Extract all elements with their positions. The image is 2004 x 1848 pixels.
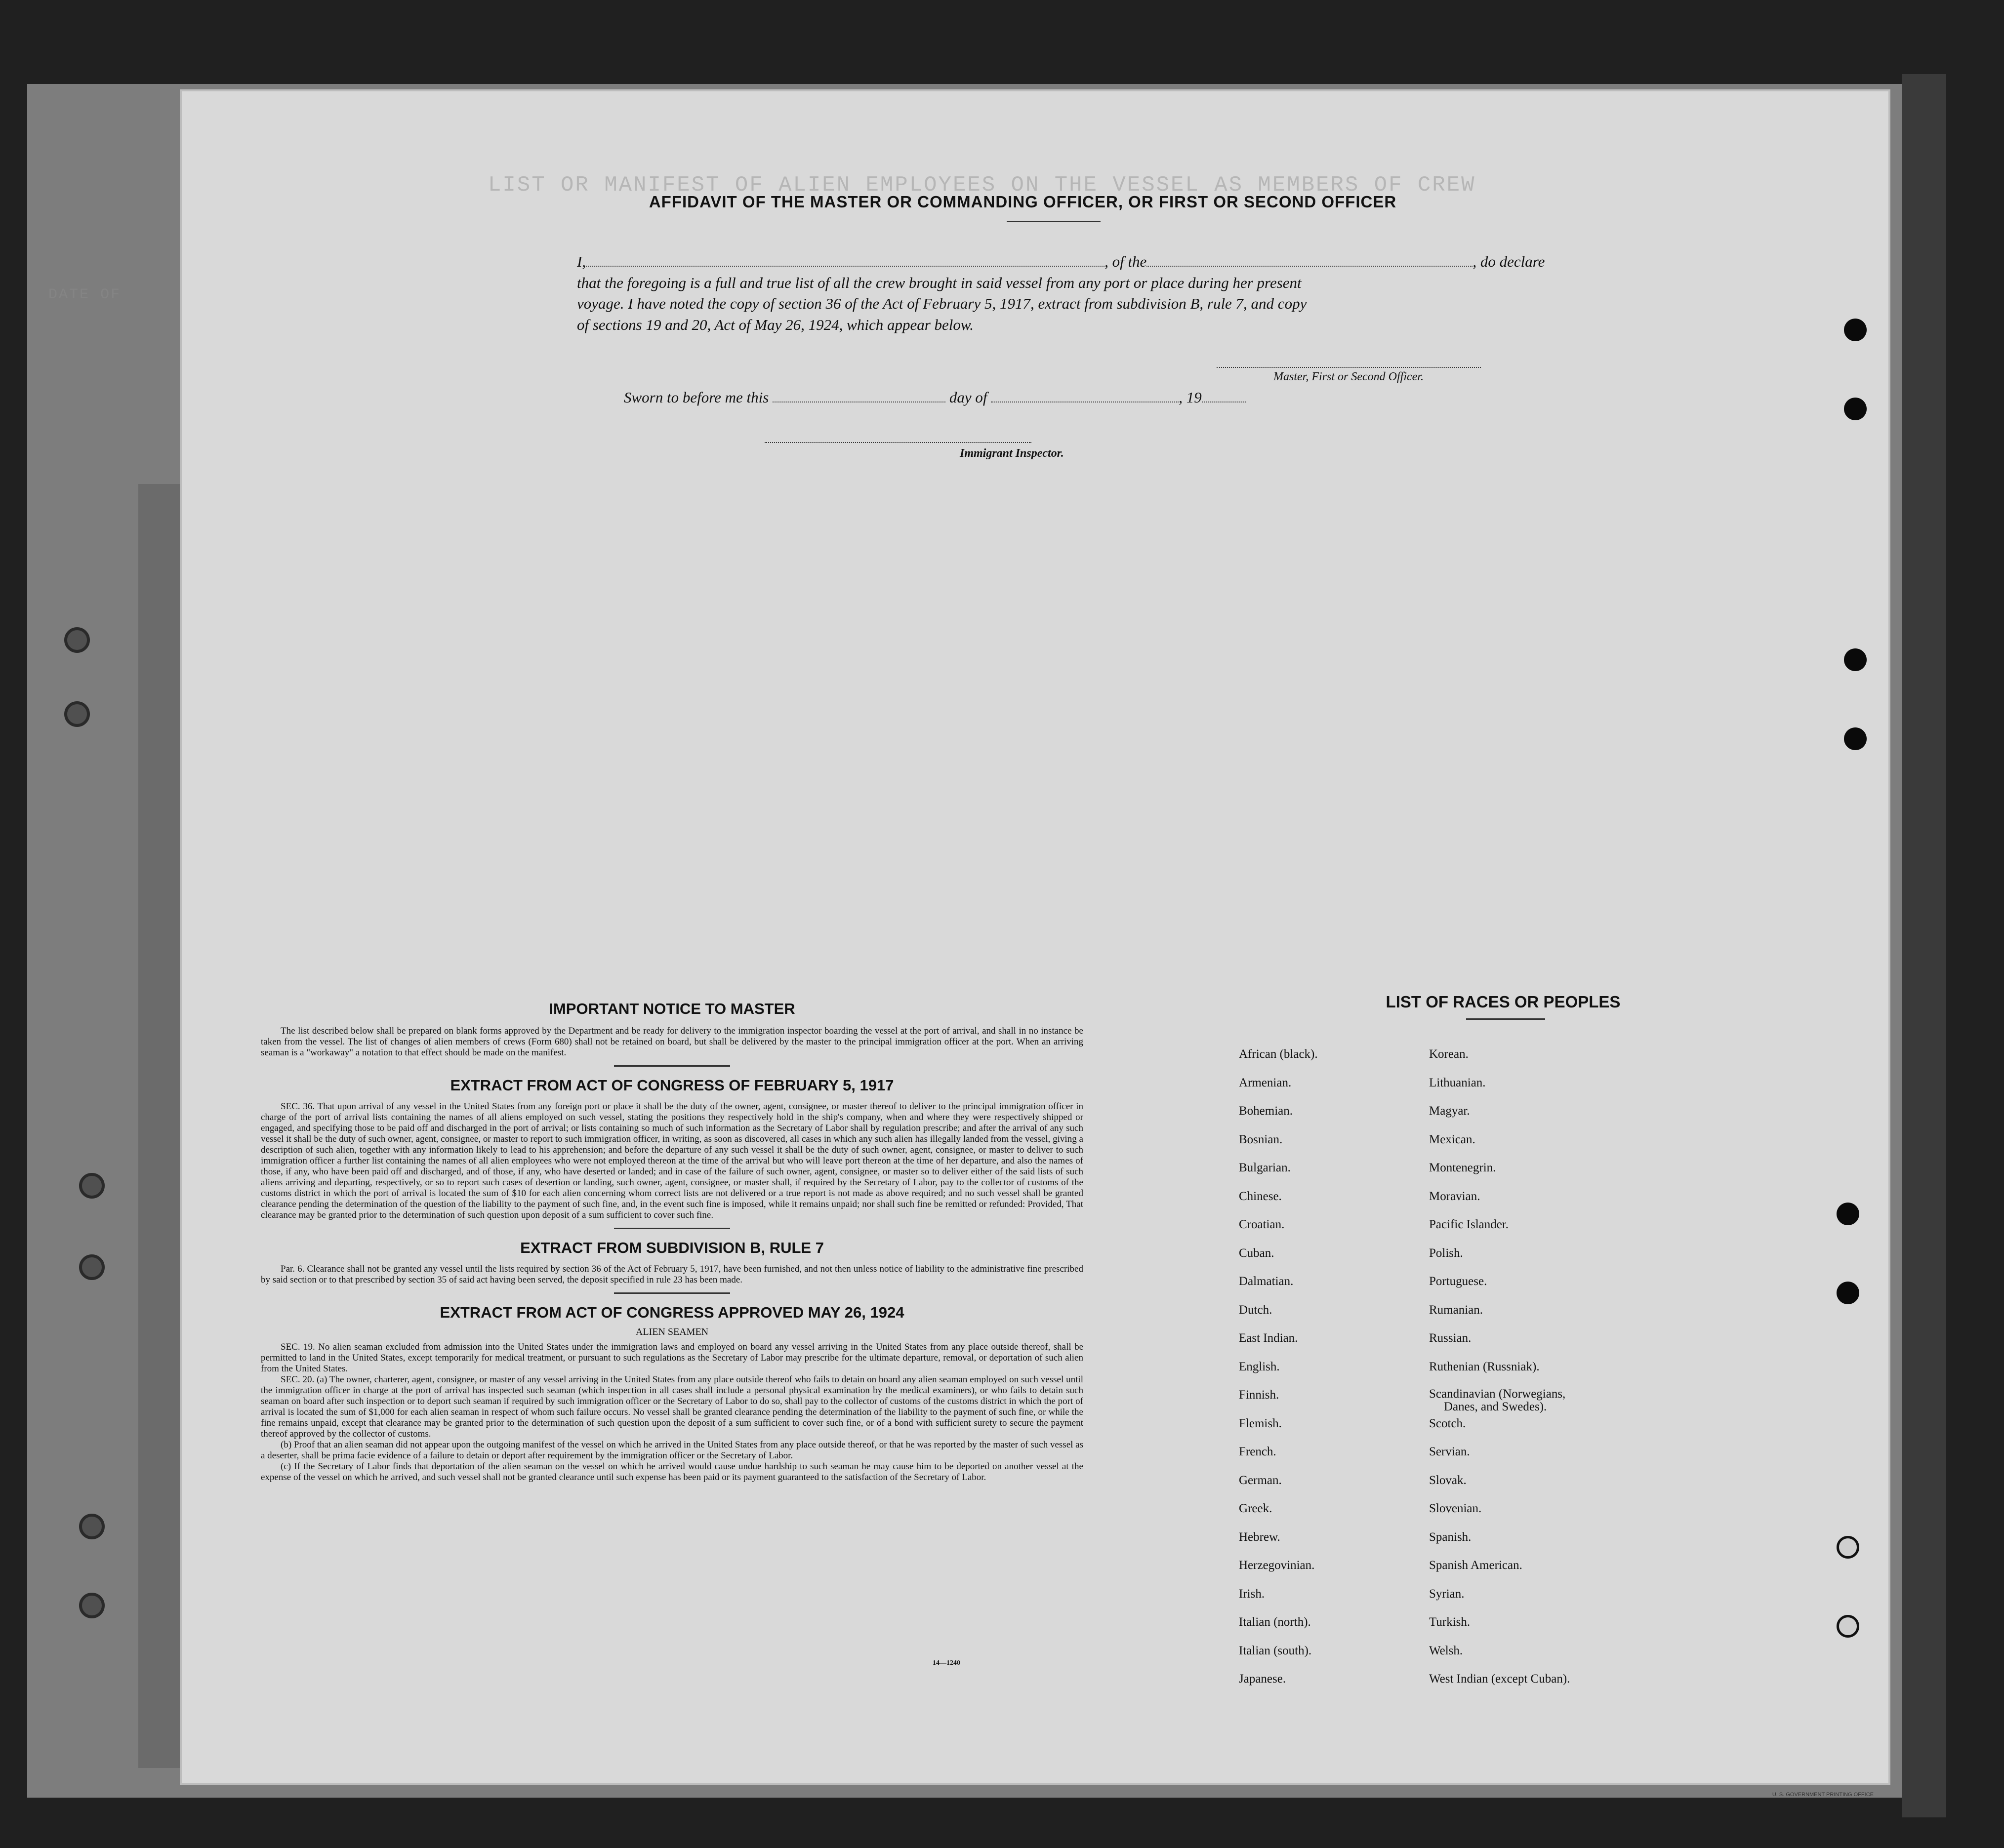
race-item: Mexican. [1429,1132,1475,1146]
punch-hole [1837,1615,1859,1638]
race-item: Italian (south). [1239,1644,1312,1657]
inspector-signature-line [765,442,1031,443]
sworn-line: Sworn to before me this day of , 19 [624,388,1246,407]
master-signature-line [1217,367,1481,368]
race-item: Croatian. [1239,1218,1285,1231]
race-item: Japanese. [1239,1672,1286,1686]
races-right-column [1429,1047,1570,1700]
race-item: Dutch. [1239,1303,1272,1317]
race-item: Herzegovinian. [1239,1559,1315,1572]
printer-imprint: U. S. GOVERNMENT PRINTING OFFICE [1772,1792,1874,1798]
race-item: German. [1239,1473,1282,1487]
race-item: Scotch. [1429,1416,1466,1430]
race-item: Dalmatian. [1239,1275,1294,1288]
extract-1917-body: SEC. 36. That upon arrival of any vessel in the United States from any foreign port or place it shall be the duty of the owner, agent, consignee, or master thereof to deliver to the principal immigration officer in charge of the port of arrival lists containing the names of all aliens employed on such vessel, stating the positions they respectively hold in the ship's company, when and where they were respectively shipped or engaged, and specifying those to be paid off and discharged in the port of arrival; or lists containing so much of such information as the Secretary of Labor shall by regulation prescribe; and after the arrival of any such vessel it shall be the duty of such owner, agent, consignee, or master to report to such immigration officer, in writing, as soon as discovered, all cases in which any such alien has illegally landed from the vessel, giving a description of such alien, together with any information likely to lead to his apprehension; and before the departure of any such vessel it shall be the duty of such owner, agent, consignee, or master to deliver to such immigration officer a further list containing the names of all alien employees who were not employed thereon at the time of the arrival but who will leave port thereon at the time of her departure, and also the names of those, if any, who have been paid off and discharged, and of those, if any, who have deserted or landed; and in case of the failure of such owner, agent, consignee, or master so to deliver either of the said lists of such aliens arriving and departing, respectively, or so to report such cases of desertion or landing, such owner, agent, consignee, or master shall, if required by the Secretary of Labor, pay to the collector of customs of the customs district in which the port of arrival is located the sum of $10 for each alien concerning whom correct lists are not delivered or a true report is not made as above required; and no such vessel shall be granted clearance pending the determination of the question of the liability to the payment of such fine, and, in the event such fine is imposed, while it remains unpaid; nor shall such fine be remitted or refunded: Provided, That clearance may be granted prior to the determination of such question upon deposit of a sum sufficient to cover such fine. [261,1101,1083,1220]
affidavit-line-4: of sections 19 and 20, Act of May 26, 1924, which appear below. [577,316,974,333]
extract-1924-title: EXTRACT FROM ACT OF CONGRESS APPROVED MAY 26, 1924 [440,1304,904,1321]
races-title-rule [1466,1018,1545,1020]
affidavit-line-1: I, , of the , do declare [577,253,1545,270]
document-page [48,91,1888,1798]
punch-hole [1837,1203,1859,1225]
race-item: Cuban. [1239,1246,1274,1260]
section-rule [614,1292,730,1294]
sec20a-body: SEC. 20. (a) The owner, charterer, agent, consignee, or master of any vessel arriving in the United States from any place outside thereof who fails to detain on board any alien seaman employed on such vessel until the immigration officer in charge at the port of arrival has inspected such seaman (which inspection in all cases shall include a personal physical examination by the medical examiners), or who fails to detain such seaman on board after such inspection or to deport such seaman if required by such immigration officer or the Secretary of Labor to do so, shall pay to the collector of customs of the customs district in which the port of arrival is located the sum of $1,000 for each alien seaman in respect of whom such failure occurs. No vessel shall be granted clearance pending the determination of the liability to the payment of such fine, or while the fine remains unpaid, except that clearance may be granted prior to the determination of such question upon the deposit of a sum sufficient to cover such fine, or of a bond with sufficient surety to secure the payment thereof approved by the collector of customs. [261,1374,1083,1439]
left-tab-strip [138,484,183,1768]
race-item: Bosnian. [1239,1132,1283,1146]
race-item: Turkish. [1429,1615,1471,1629]
race-item: Finnish. [1239,1388,1279,1402]
binder-hole [79,1173,105,1199]
binder-hole [79,1514,105,1539]
extract-1917-title: EXTRACT FROM ACT OF CONGRESS OF FEBRUARY 5, 1917 [450,1077,894,1094]
race-item: Spanish. [1429,1530,1472,1544]
punch-hole [1844,727,1867,750]
extract-rule7-title: EXTRACT FROM SUBDIVISION B, RULE 7 [520,1239,824,1256]
punch-hole [1837,1282,1859,1304]
show-through-header: LIST OR MANIFEST OF ALIEN EMPLOYEES ON THE VESSEL AS MEMBERS OF CREW [488,173,1476,198]
races-left-column [1239,1047,1318,1700]
punch-hole [1844,398,1867,420]
race-item: Magyar. [1429,1104,1470,1118]
punch-hole [1844,648,1867,671]
race-item: Pacific Islander. [1429,1218,1509,1231]
race-item: Chinese. [1239,1189,1282,1203]
binder-hole [64,627,90,653]
race-item: Montenegrin. [1429,1161,1496,1174]
race-item: Spanish American. [1429,1559,1522,1572]
race-item: Polish. [1429,1246,1463,1260]
races-title: LIST OF RACES OR PEOPLES [1386,993,1621,1011]
race-item: West Indian (except Cuban). [1429,1672,1570,1686]
title-rule [1007,221,1101,222]
race-item: Bohemian. [1239,1104,1293,1118]
form-code: 14—1240 [933,1659,960,1667]
show-through-stamp: DATE OF [48,286,122,303]
race-item: English. [1239,1360,1280,1373]
race-item: Moravian. [1429,1189,1480,1203]
race-item: Korean. [1429,1047,1469,1061]
race-item: Portuguese. [1429,1275,1487,1288]
affidavit-line-2: that the foregoing is a full and true list of all the crew brought in said vessel from any port or place during her present [577,274,1302,291]
sec20c-body: (c) If the Secretary of Labor finds that deportation of the alien seaman on the vessel on which he arrived would cause undue hardship to such seaman he may cause him to be deported on another vessel at the expense of the vessel on which he arrived, and such vessel shall not be granted clearance until such expense has been paid or its payment guaranteed to the satisfaction of the Secretary of Labor. [261,1461,1083,1483]
race-item: Italian (north). [1239,1615,1311,1629]
race-item: Syrian. [1429,1587,1465,1601]
race-item: Slovenian. [1429,1502,1482,1515]
punch-hole [1837,1536,1859,1559]
race-item: Greek. [1239,1502,1272,1515]
race-item: Russian. [1429,1331,1472,1345]
binder-edge [1902,74,1946,1817]
race-item-continuation: Danes, and Swedes). [1444,1400,1547,1413]
notice-column [261,1000,1083,1483]
race-item: African (black). [1239,1047,1318,1061]
race-item: Servian. [1429,1445,1470,1458]
inspector-caption: Immigrant Inspector. [960,447,1064,460]
race-item: Slovak. [1429,1473,1467,1487]
notice-title: IMPORTANT NOTICE TO MASTER [549,1000,795,1017]
punch-hole [1844,319,1867,341]
race-item: Rumanian. [1429,1303,1483,1317]
affidavit-line-3: voyage. I have noted the copy of section 36 of the Act of February 5, 1917, extract from subdivision B, rule 7, and copy [577,295,1307,312]
affidavit-title: AFFIDAVIT OF THE MASTER OR COMMANDING OFFICER, OR FIRST OR SECOND OFFICER [649,193,1397,211]
sec19-body: SEC. 19. No alien seaman excluded from admission into the United States under the immigration laws and employed on board any vessel arriving in the United States from any place outside thereof, shall be permitted to land in the United States, except temporarily for medical treatment, or pursuant to such regulations as the Secretary of Labor may prescribe for the ultimate departure, removal, or deportation of such alien from the United States. [261,1342,1083,1374]
alien-seamen-subtitle: ALIEN SEAMEN [635,1326,709,1337]
race-item-scandinavian: Scandinavian (Norwegians, Danes, and Swedes). [1429,1387,1566,1413]
race-item: Irish. [1239,1587,1265,1601]
section-rule [614,1228,730,1229]
extract-rule7-body: Par. 6. Clearance shall not be granted any vessel until the lists required by section 36 of the Act of February 5, 1917, have been furnished, and not then unless notice of liability to the administrative fine prescribed by said section or to that prescribed by section 35 of said act having been served, the deposit specified in rule 23 has been made. [261,1264,1083,1285]
master-caption: Master, First or Second Officer. [1273,370,1424,383]
race-item: Hebrew. [1239,1530,1280,1544]
race-item: East Indian. [1239,1331,1298,1345]
race-item: Welsh. [1429,1644,1463,1657]
binder-hole [79,1593,105,1618]
race-item: Armenian. [1239,1076,1292,1089]
race-item: French. [1239,1445,1276,1458]
binder-hole [79,1254,105,1280]
race-item: Bulgarian. [1239,1161,1291,1174]
race-item: Lithuanian. [1429,1076,1486,1089]
race-item: Ruthenian (Russniak). [1429,1360,1540,1373]
sec20b-body: (b) Proof that an alien seaman did not appear upon the outgoing manifest of the vessel on which he arrived in the United States from any place outside thereof, or that he was reported by the master of such vessel as a deserter, shall be prima facie evidence of a failure to detain or deport after requirement by the immigration officer or the Secretary of Labor. [261,1440,1083,1461]
notice-body: The list described below shall be prepared on blank forms approved by the Department and be ready for delivery to the immigration inspector boarding the vessel at the port of arrival, and shall in no instance be taken from the vessel. The list of changes of alien members of crews (Form 680) shall not be retained on board, but shall be delivered by the master to the principal immigration officer at the port. When an arriving seaman is a "workaway" a notation to that effect should be made on the manifest. [261,1026,1083,1058]
section-rule [614,1065,730,1067]
race-item: Flemish. [1239,1416,1282,1430]
binder-hole [64,701,90,727]
